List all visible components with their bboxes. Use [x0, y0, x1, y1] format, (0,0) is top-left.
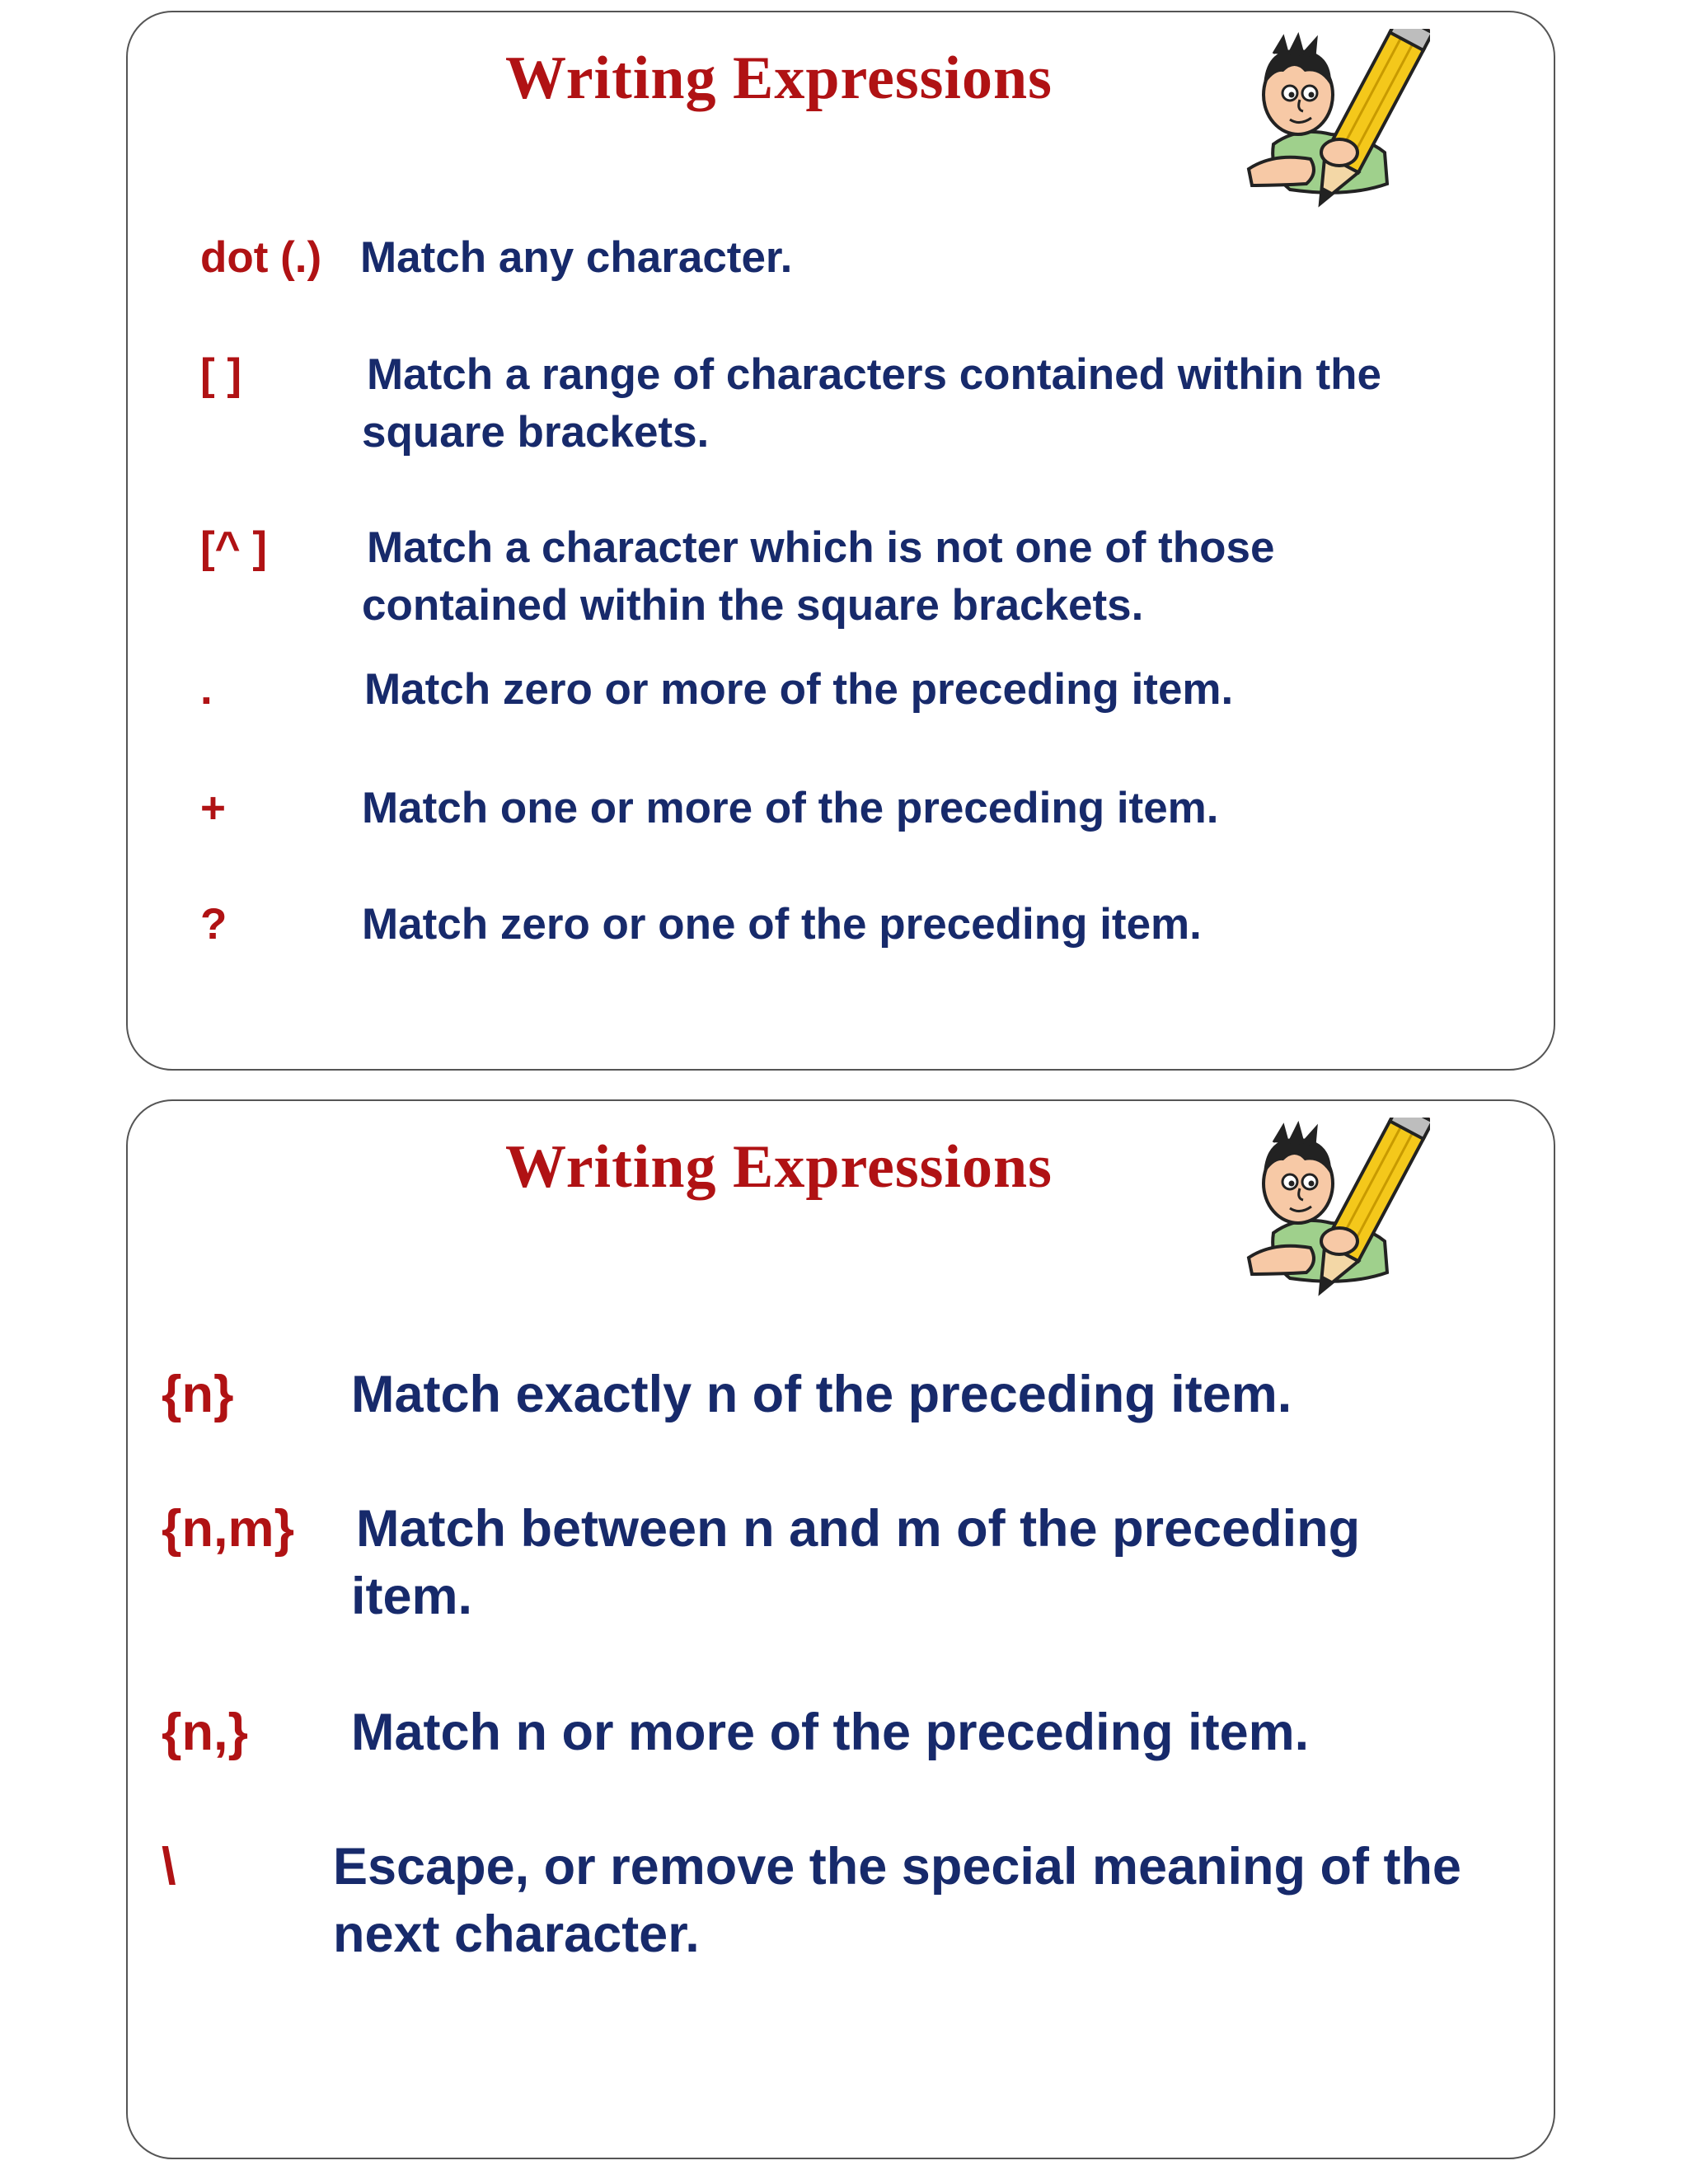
- description-text: Match zero or one of the preceding item.: [362, 900, 1202, 949]
- description-text: Match a character which is not one of those contained within the square brackets.: [362, 523, 1275, 630]
- description-text: Match n or more of the preceding item.: [351, 1704, 1310, 1761]
- symbol-label: {n,}: [162, 1704, 249, 1761]
- symbol-label: [^ ]: [200, 523, 267, 572]
- symbol-label: dot (.): [200, 233, 322, 282]
- description-text: Escape, or remove the special meaning of the next character.: [333, 1838, 1461, 1963]
- description-text: Match a range of characters contained within the square brackets.: [362, 350, 1382, 457]
- symbol-label: .: [200, 665, 213, 714]
- slide-1: [126, 11, 1555, 1071]
- cartoon-boy-with-pencil-icon: [1240, 29, 1430, 227]
- description-text: Match one or more of the preceding item.: [362, 784, 1219, 832]
- description-text: Match exactly n of the preceding item.: [351, 1366, 1292, 1423]
- symbol-label: {n,m}: [162, 1500, 295, 1558]
- description-text: Match between n and m of the preceding item.: [351, 1500, 1361, 1625]
- symbol-label: +: [200, 784, 226, 832]
- cartoon-boy-with-pencil-icon: [1240, 1118, 1430, 1315]
- symbol-label: {n}: [162, 1366, 234, 1423]
- slide-2: [126, 1099, 1555, 2159]
- description-text: Match zero or more of the preceding item.: [364, 665, 1234, 714]
- slide-title: Writing Expressions: [505, 45, 1053, 112]
- symbol-label: \: [162, 1838, 176, 1896]
- symbol-label: [ ]: [200, 350, 242, 399]
- symbol-label: ?: [200, 900, 227, 949]
- description-text: Match any character.: [360, 233, 793, 282]
- slide-title: Writing Expressions: [505, 1133, 1053, 1201]
